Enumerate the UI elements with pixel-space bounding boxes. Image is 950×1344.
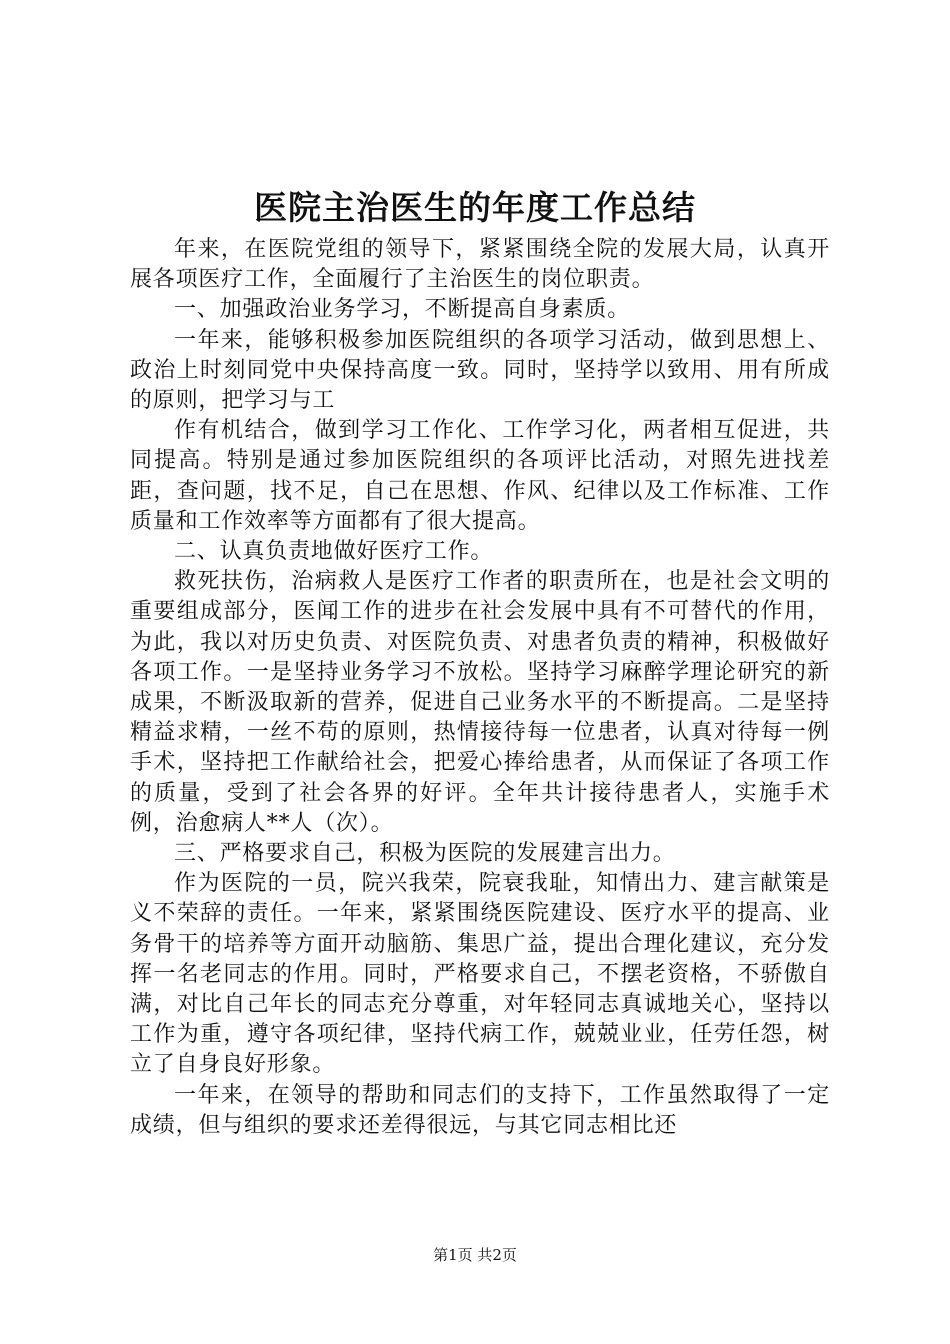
document-title: 医院主治医生的年度工作总结 [254,188,696,227]
page-number-footer: 第1页 共2页 [433,1246,517,1264]
section-heading-3: 三、严格要求自己，积极为医院的发展建言出力。 [174,841,676,867]
paragraph-self-discipline: 作为医院的一员，院兴我荣，院衰我耻，知情出力、建言献策是义不荣辞的责任。一年来，紧紧围绕医院建设、医疗水平的提高、业务骨干的培养等方面开动脑筋、集思广益，提出合理化建议，充分发挥一名老同志的作用。同时，严格要求自己，不摆老资格，不骄傲自满，对比自己年长的同志充分尊重，对年轻同志真诚地关心，坚持以工作为重，遵守各项纪律，坚持代病工作，兢兢业业，任劳任怨，树立了自身良好形象。 [130,871,830,1078]
section-heading-1: 一、加强政治业务学习，不断提高自身素质。 [174,297,631,323]
document-body [130,235,830,1141]
section-heading-2: 二、认真负责地做好医疗工作。 [174,539,494,565]
paragraph-conclusion: 一年来，在领导的帮助和同志们的支持下，工作虽然取得了一定成绩，但与组织的要求还差得很远，与其它同志相比还 [130,1082,830,1138]
paragraph-study-1: 一年来，能够积极参加医院组织的各项学习活动，做到思想上、政治上时刻同党中央保持高度一致。同时，坚持学以致用、用有所成的原则，把学习与工 [130,327,830,414]
paragraph-study-2: 作有机结合，做到学习工作化、工作学习化，两者相互促进，共同提高。特别是通过参加医院组织的各项评比活动，对照先进找差距，查问题，找不足，自己在思想、作风、纪律以及工作标准、工作质量和工作效率等方面都有了很大提高。 [130,418,830,534]
paragraph-intro: 年来，在医院党组的领导下，紧紧围绕全院的发展大局，认真开展各项医疗工作，全面履行了主治医生的岗位职责。 [130,237,830,293]
paragraph-medical-work: 救死扶伤，治病救人是医疗工作者的职责所在，也是社会文明的重要组成部分，医闻工作的进步在社会发展中具有不可替代的作用，为此，我以对历史负责、对医院负责、对患者负责的精神，积极做好各项工作。一是坚持业务学习不放松。坚持学习麻醉学理论研究的新成果，不断汲取新的营养，促进自己业务水平的不断提高。二是坚持精益求精，一丝不苟的原则，热情接待每一位患者，认真对待每一例手术，坚持把工作献给社会，把爱心捧给患者，从而保证了各项工作的质量，受到了社会各界的好评。全年共计接待患者人，实施手术例，治愈病人**人（次）。 [130,569,830,836]
